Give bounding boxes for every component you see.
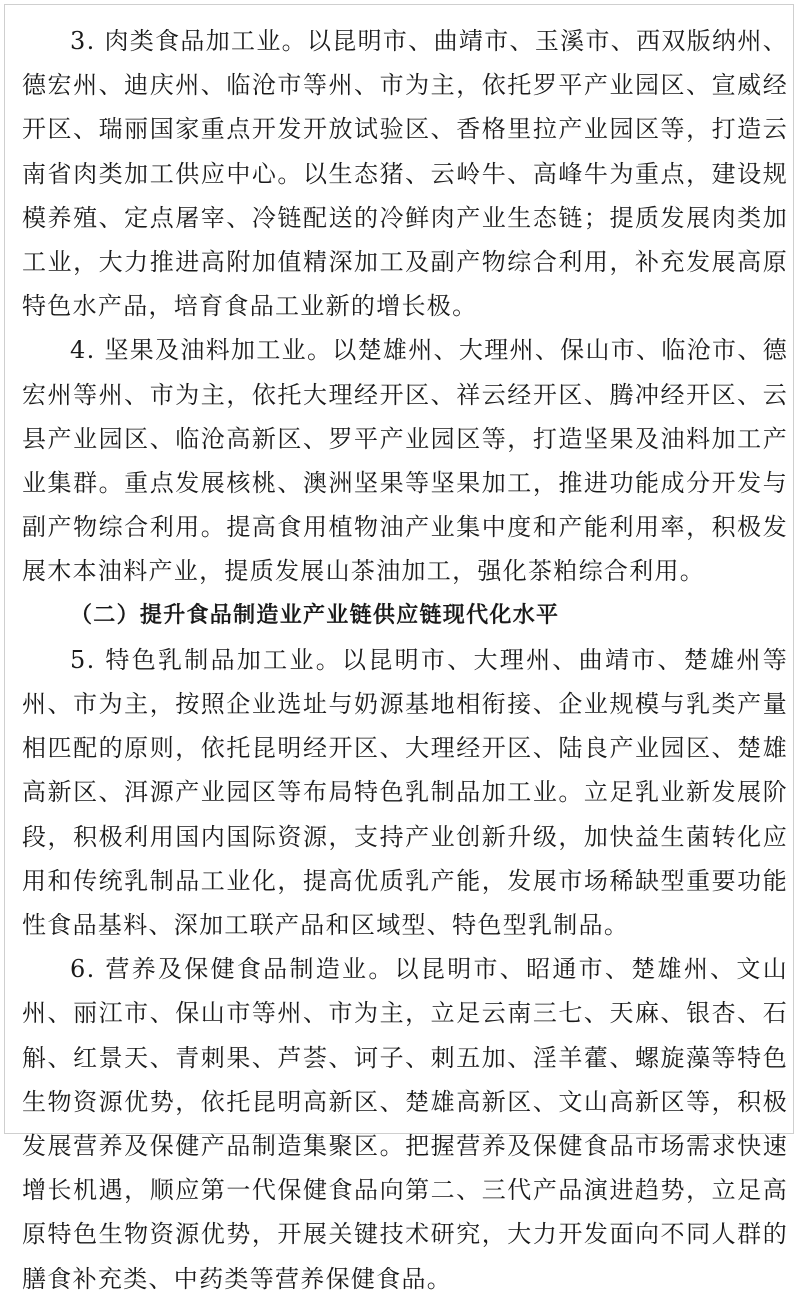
section-heading: （二）提升食品制造业产业链供应链现代化水平 bbox=[70, 602, 560, 628]
paragraph-nuts-oil-processing: 4. 坚果及油料加工业。以楚雄州、大理州、保山市、临沧市、德宏州等州、市为主，依托大理经开区、祥云经开区、腾冲经开区、云县产业园区、临沧高新区、罗平产业园区等，打造坚果及油料加工产业集群。重点发展核桃、澳洲坚果等坚果加工，推进功能成分开发与副产物综合利用。提高食用植物油产业集中度和产能利用率，积极发展木本油料产业，提质发展山茶油加工，强化茶粕综合利用。 bbox=[22, 336, 788, 586]
paragraph-nutrition-health-food: 6. 营养及保健食品制造业。以昆明市、昭通市、楚雄州、文山州、丽江市、保山市等州、市为主，立足云南三七、天麻、银杏、石斛、红景天、青刺果、芦荟、诃子、刺五加、淫羊藿、螺旋藻等特色生物资源优势，依托昆明高新区、楚雄高新区、文山高新区等，积极发展营养及保健产品制造集聚区。把握营养及保健食品市场需求快速增长机遇，顺应第一代保健食品向第二、三代产品演进趋势，立足高原特色生物资源优势，开展关键技术研究，大力开发面向不同人群的膳食补充类、中药类等营养保健食品。 bbox=[22, 955, 788, 1293]
paragraph-meat-processing: 3. 肉类食品加工业。以昆明市、曲靖市、玉溪市、西双版纳州、德宏州、迪庆州、临沧市等州、市为主，依托罗平产业园区、宣威经开区、瑞丽国家重点开发开放试验区、香格里拉产业园区等，打造云南省肉类加工供应中心。以生态猪、云岭牛、高峰牛为重点，建设规模养殖、定点屠宰、冷链配送的冷鲜肉产业生态链；提质发展肉类加工业，大力推进高附加值精深加工及副产物综合利用，补充发展高原特色水产品，培育食品工业新的增长极。 bbox=[22, 27, 788, 321]
document-body bbox=[22, 19, 788, 1301]
paragraph-dairy-processing: 5. 特色乳制品加工业。以昆明市、大理州、曲靖市、楚雄州等州、市为主，按照企业选址与奶源基地相衔接、企业规模与乳类产量相匹配的原则，依托昆明经开区、大理经开区、陆良产业园区、楚雄高新区、洱源产业园区等布局特色乳制品加工业。立足乳业新发展阶段，积极利用国内国际资源，支持产业创新升级，加快益生菌转化应用和传统乳制品工业化，提高优质乳产能，发展市场稀缺型重要功能性食品基料、深加工联产品和区域型、特色型乳制品。 bbox=[22, 645, 788, 940]
document-page bbox=[4, 4, 794, 1293]
